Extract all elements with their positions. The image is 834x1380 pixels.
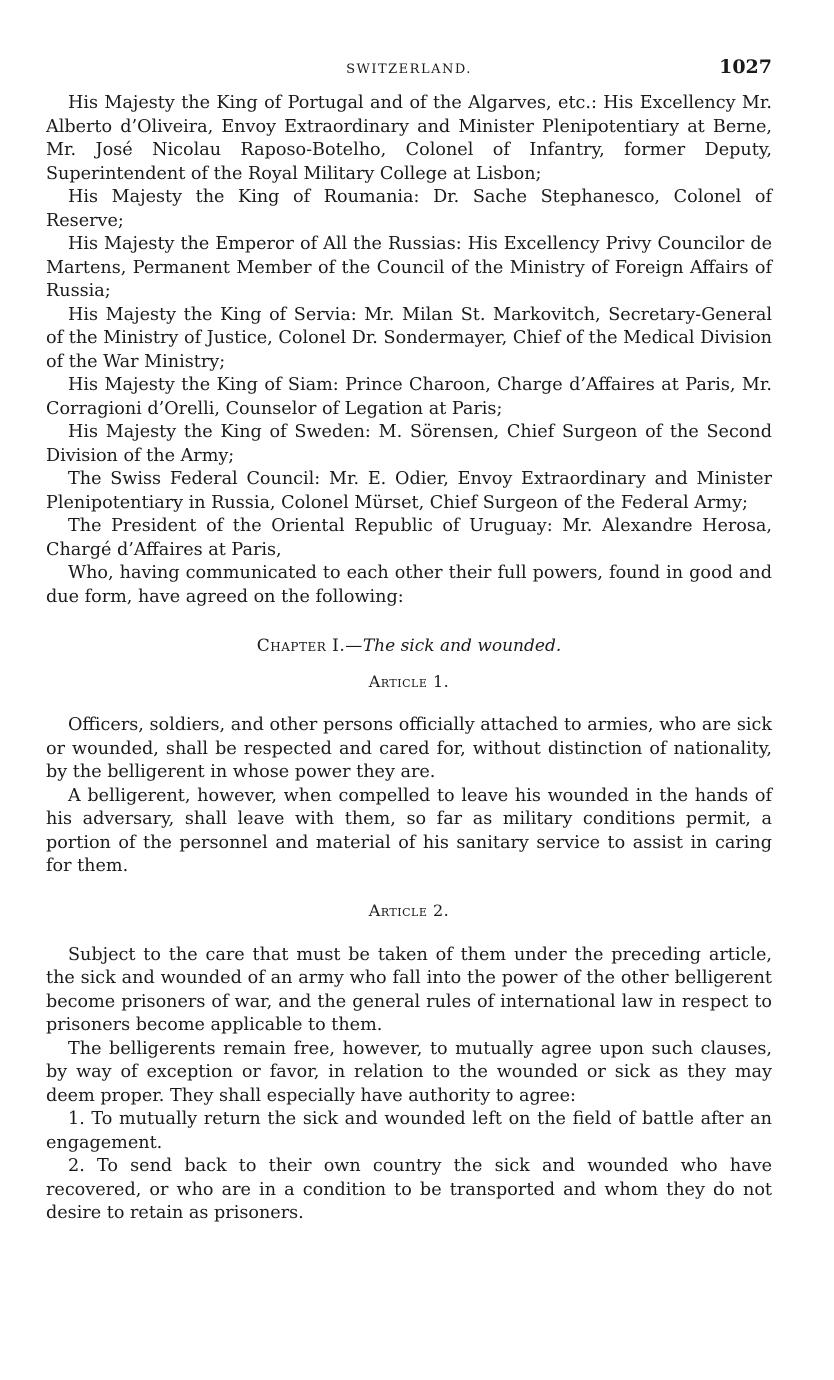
delegate-switzerland: The Swiss Federal Council: Mr. E. Odier, Envoy Extraordinary and Minister Plenipotentiary in Russia, Colonel Mürset, Chief Surgeon of the Federal Army; xyxy=(46,469,772,513)
article-2-heading: Article 2. xyxy=(368,900,450,920)
running-title: SWITZERLAND. xyxy=(346,62,472,77)
delegate-sweden: His Majesty the King of Sweden: M. Sörensen, Chief Surgeon of the Second Division of the Army; xyxy=(46,422,772,466)
article-2-list-item: 2. To send back to their own country the sick and wounded who have recovered, or who are in a condition to be transported and whom they do not desire to retain as prisoners. xyxy=(46,1156,772,1223)
article-1-body xyxy=(46,714,772,879)
article-1-paragraph: A belligerent, however, when compelled to leave his wounded in the hands of his adversary, shall leave with them, so far as military conditions permit, a portion of the personnel and material of his sanitary service to assist in caring for them. xyxy=(46,785,772,876)
delegate-siam: His Majesty the King of Siam: Prince Charoon, Charge d’Affaires at Paris, Mr. Corragioni d’Orelli, Counselor of Legation at Paris; xyxy=(46,375,772,419)
delegate-uruguay: The President of the Oriental Republic of Uruguay: Mr. Alexandre Herosa, Chargé d’Affaires at Paris, xyxy=(46,516,772,560)
chapter-title: The sick and wounded. xyxy=(362,636,562,656)
running-header xyxy=(46,56,772,92)
article-1-heading: Article 1. xyxy=(368,672,450,691)
delegate-portugal: His Majesty the King of Portugal and of the Algarves, etc.: His Excellency Mr. Alberto d’Oliveira, Envoy Extraordinary and Minister Plenipotentiary at Berne, Mr. José Nicolau Raposo-Botelho, Colonel of Infantry, former Deputy, Superintendent of the Royal Military College at Lisbon; xyxy=(46,93,772,184)
article-2-paragraph: The belligerents remain free, however, to mutually agree upon such clauses, by way of exception or favor, in relation to the wounded or sick as they may deem proper. They shall especially have authority to agree: xyxy=(46,1038,772,1106)
delegate-roumania: His Majesty the King of Roumania: Dr. Sache Stephanesco, Colonel of Reserve; xyxy=(46,187,772,231)
delegates-section xyxy=(46,92,772,609)
delegate-russia: His Majesty the Emperor of All the Russias: His Excellency Privy Councilor de Martens, Permanent Member of the Council of the Ministry of Foreign Affairs of Russia; xyxy=(46,234,772,301)
page-number: 1027 xyxy=(719,56,772,78)
article-1-paragraph: Officers, soldiers, and other persons officially attached to armies, who are sick or wounded, shall be respected and cared for, without distinction of nationality, by the belligerent in whose power they are. xyxy=(46,715,772,782)
chapter-heading xyxy=(46,636,772,656)
delegate-servia: His Majesty the King of Servia: Mr. Milan St. Markovitch, Secretary-General of the Ministry of Justice, Colonel Dr. Sondermayer, Chief of the Medical Division of the War Ministry; xyxy=(46,304,772,372)
document-page xyxy=(46,56,772,1226)
article-2-paragraph: Subject to the care that must be taken of them under the preceding article, the sick and wounded of an army who fall into the power of the other belligerent become prisoners of war, and the general rules of international law in respect to prisoners become applicable to them. xyxy=(46,944,772,1035)
full-powers-paragraph: Who, having communicated to each other their full powers, found in good and due form, have agreed on the following: xyxy=(46,563,772,607)
chapter-label: Chapter I.— xyxy=(256,636,363,656)
article-2-body xyxy=(46,944,772,1226)
article-2-list-item: 1. To mutually return the sick and wounded left on the field of battle after an engagement. xyxy=(46,1109,772,1153)
